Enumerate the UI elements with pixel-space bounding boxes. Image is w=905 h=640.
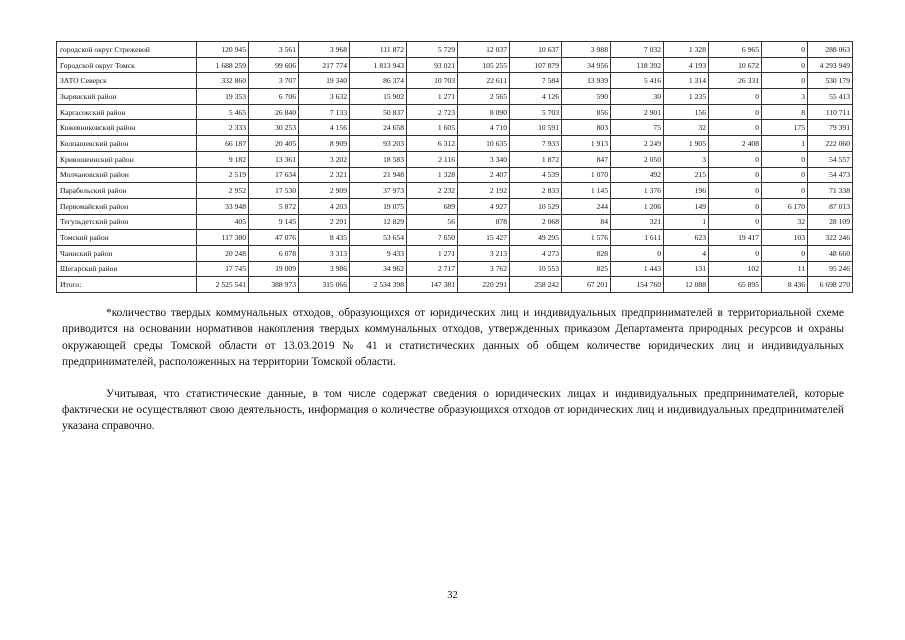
value-cell: 4 193 [664,57,709,73]
district-name-cell: ЗАТО Северск [57,73,197,89]
value-cell: 147 381 [407,277,458,293]
value-cell: 847 [562,151,611,167]
value-cell: 7 933 [510,136,562,152]
value-cell: 120 945 [197,42,249,58]
value-cell: 95 246 [808,261,853,277]
table-row [57,167,853,183]
value-cell: 3 561 [249,42,299,58]
value-cell: 825 [562,261,611,277]
value-cell: 2 525 541 [197,277,249,293]
value-cell: 530 179 [808,73,853,89]
district-name-cell: Кривошеинский район [57,151,197,167]
value-cell: 6 706 [249,89,299,105]
table-row [57,151,853,167]
value-cell: 15 902 [350,89,407,105]
table-row [57,245,853,261]
value-cell: 19 417 [709,230,762,246]
value-cell: 110 711 [808,104,853,120]
value-cell: 222 060 [808,136,853,152]
value-cell: 3 202 [299,151,350,167]
value-cell: 11 [762,261,808,277]
value-cell: 10 529 [510,198,562,214]
value-cell: 878 [458,214,510,230]
value-cell: 18 583 [350,151,407,167]
table-row [57,214,853,230]
value-cell: 105 255 [458,57,510,73]
value-cell: 3 [664,151,709,167]
value-cell: 0 [762,151,808,167]
value-cell: 26 840 [249,104,299,120]
value-cell: 22 611 [458,73,510,89]
value-cell: 19 075 [350,198,407,214]
value-cell: 322 246 [808,230,853,246]
district-name-cell: Колпашевский район [57,136,197,152]
value-cell: 0 [762,245,808,261]
value-cell: 3 762 [458,261,510,277]
value-cell: 56 [407,214,458,230]
value-cell: 28 109 [808,214,853,230]
value-cell: 1 328 [407,167,458,183]
value-cell: 103 [762,230,808,246]
table-row [57,198,853,214]
value-cell: 0 [709,151,762,167]
value-cell: 1 913 [562,136,611,152]
table-row [57,57,853,73]
value-cell: 3 707 [249,73,299,89]
value-cell: 1 611 [611,230,664,246]
value-cell: 1 905 [664,136,709,152]
value-cell: 30 [611,89,664,105]
value-cell: 75 [611,120,664,136]
value-cell: 1 314 [664,73,709,89]
value-cell: 0 [709,214,762,230]
value-cell: 6 078 [249,245,299,261]
value-cell: 2 291 [299,214,350,230]
value-cell: 0 [762,167,808,183]
value-cell: 2 068 [510,214,562,230]
value-cell: 84 [562,214,611,230]
value-cell: 388 973 [249,277,299,293]
value-cell: 107 879 [510,57,562,73]
district-name-cell: Шегарский район [57,261,197,277]
value-cell: 215 [664,167,709,183]
value-cell: 2 050 [611,151,664,167]
value-cell: 32 [762,214,808,230]
value-cell: 4 126 [510,89,562,105]
value-cell: 3 [762,89,808,105]
value-cell: 0 [762,42,808,58]
value-cell: 1 605 [407,120,458,136]
district-name-cell: Чаинский район [57,245,197,261]
notes-section [62,305,844,435]
value-cell: 1 688 259 [197,57,249,73]
value-cell: 321 [611,214,664,230]
table-row [57,261,853,277]
value-cell: 2 565 [458,89,510,105]
footnote-text: *количество твердых коммунальных отходов, образующихся от юридических лиц и индивидуальных предпринимателей в территориальной схеме приводится на основании нормативов накопления твердых коммунальных отходов, утвержденных приказом Департамента природных ресурсов и охраны окружающей среды Томской области от 13.03.2019 № 41 и статистических данных об общем количестве юридических лиц и индивидуальных предпринимателей, расположенных на территории Томской области. [62,307,844,369]
value-cell: 19 009 [249,261,299,277]
value-cell: 2 534 398 [350,277,407,293]
page-number: 32 [447,590,458,601]
value-cell: 30 253 [249,120,299,136]
value-cell: 1 206 [611,198,664,214]
value-cell: 6 312 [407,136,458,152]
value-cell: 55 413 [808,89,853,105]
value-cell: 1 376 [611,183,664,199]
value-cell: 87 013 [808,198,853,214]
value-cell: 0 [762,183,808,199]
value-cell: 217 774 [299,57,350,73]
value-cell: 9 182 [197,151,249,167]
value-cell: 828 [562,245,611,261]
value-cell: 99 606 [249,57,299,73]
value-cell: 17 530 [249,183,299,199]
waste-statistics-table [56,41,853,293]
value-cell: 8 909 [299,136,350,152]
value-cell: 1 [664,214,709,230]
value-cell: 86 374 [350,73,407,89]
value-cell: 2 407 [458,167,510,183]
value-cell: 4 293 949 [808,57,853,73]
value-cell: 2 717 [407,261,458,277]
value-cell: 3 213 [458,245,510,261]
value-cell: 1 [762,136,808,152]
value-cell: 2 519 [197,167,249,183]
value-cell: 5 416 [611,73,664,89]
value-cell: 1 576 [562,230,611,246]
value-cell: 93 021 [407,57,458,73]
value-cell: 102 [709,261,762,277]
value-cell: 0 [762,73,808,89]
value-cell: 12 088 [664,277,709,293]
value-cell: 1 145 [562,183,611,199]
district-name-cell: Молчановский район [57,167,197,183]
value-cell: 34 962 [350,261,407,277]
value-cell: 67 201 [562,277,611,293]
value-cell: 8 [762,104,808,120]
value-cell: 1 271 [407,245,458,261]
value-cell: 4 203 [299,198,350,214]
value-cell: 111 872 [350,42,407,58]
value-cell: 49 295 [510,230,562,246]
reference-paragraph: Учитывая, что статистические данные, в том числе содержат сведения о юридических лицах и индивидуальных предпринимателей, которые фактически не осуществляют свою деятельность, информация о количестве образующихся отходов от юридических лиц и индивидуальных предпринимателей указана справочно. [62,387,844,433]
value-cell: 405 [197,214,249,230]
value-cell: 26 331 [709,73,762,89]
value-cell: 1 443 [611,261,664,277]
value-cell: 244 [562,198,611,214]
district-name-cell: Зырянский район [57,89,197,105]
table-row [57,104,853,120]
value-cell: 332 860 [197,73,249,89]
value-cell: 10 703 [407,73,458,89]
value-cell: 803 [562,120,611,136]
value-cell: 2 408 [709,136,762,152]
district-name-cell: Итого: [57,277,197,293]
district-name-cell: Каргасокский район [57,104,197,120]
value-cell: 13 939 [562,73,611,89]
value-cell: 2 321 [299,167,350,183]
value-cell: 2 952 [197,183,249,199]
value-cell: 5 729 [407,42,458,58]
value-cell: 118 392 [611,57,664,73]
value-cell: 10 672 [709,57,762,73]
value-cell: 2 232 [407,183,458,199]
value-cell: 0 [709,198,762,214]
value-cell: 4 273 [510,245,562,261]
table-row [57,89,853,105]
district-name-cell: Первомайский район [57,198,197,214]
value-cell: 0 [762,57,808,73]
value-cell: 0 [709,120,762,136]
value-cell: 20 405 [249,136,299,152]
district-name-cell: Парабельский район [57,183,197,199]
value-cell: 9 433 [350,245,407,261]
value-cell: 0 [709,104,762,120]
value-cell: 1 070 [562,167,611,183]
value-cell: 2 333 [197,120,249,136]
value-cell: 1 235 [664,89,709,105]
value-cell: 1 328 [664,42,709,58]
value-cell: 5 872 [249,198,299,214]
value-cell: 10 637 [510,42,562,58]
value-cell: 53 654 [350,230,407,246]
table-body [57,42,853,293]
value-cell: 5 703 [510,104,562,120]
value-cell: 13 361 [249,151,299,167]
value-cell: 6 698 270 [808,277,853,293]
table-row [57,277,853,293]
value-cell: 4 156 [299,120,350,136]
value-cell: 1 872 [510,151,562,167]
value-cell: 50 837 [350,104,407,120]
value-cell: 3 986 [299,261,350,277]
table-row [57,120,853,136]
value-cell: 4 [664,245,709,261]
value-cell: 0 [709,167,762,183]
table-row [57,42,853,58]
value-cell: 10 553 [510,261,562,277]
value-cell: 0 [611,245,664,261]
value-cell: 37 973 [350,183,407,199]
value-cell: 7 032 [611,42,664,58]
value-cell: 2 116 [407,151,458,167]
value-cell: 117 380 [197,230,249,246]
value-cell: 93 203 [350,136,407,152]
district-name-cell: Томский район [57,230,197,246]
value-cell: 196 [664,183,709,199]
value-cell: 15 427 [458,230,510,246]
value-cell: 8 090 [458,104,510,120]
value-cell: 8 436 [762,277,808,293]
value-cell: 21 948 [350,167,407,183]
value-cell: 1 271 [407,89,458,105]
value-cell: 856 [562,104,611,120]
value-cell: 19 353 [197,89,249,105]
value-cell: 17 745 [197,261,249,277]
value-cell: 33 948 [197,198,249,214]
value-cell: 3 988 [562,42,611,58]
value-cell: 5 465 [197,104,249,120]
value-cell: 7 584 [510,73,562,89]
value-cell: 24 658 [350,120,407,136]
value-cell: 2 192 [458,183,510,199]
value-cell: 315 066 [299,277,350,293]
value-cell: 6 965 [709,42,762,58]
value-cell: 6 170 [762,198,808,214]
value-cell: 32 [664,120,709,136]
district-name-cell: Городской округ Томск [57,57,197,73]
value-cell: 149 [664,198,709,214]
district-name-cell: городской округ Стрежевой [57,42,197,58]
value-cell: 34 956 [562,57,611,73]
value-cell: 258 242 [510,277,562,293]
value-cell: 4 539 [510,167,562,183]
value-cell: 10 591 [510,120,562,136]
value-cell: 3 632 [299,89,350,105]
value-cell: 154 760 [611,277,664,293]
value-cell: 19 340 [299,73,350,89]
value-cell: 0 [709,89,762,105]
value-cell: 9 145 [249,214,299,230]
value-cell: 8 435 [299,230,350,246]
value-cell: 12 829 [350,214,407,230]
value-cell: 20 248 [197,245,249,261]
value-cell: 3 313 [299,245,350,261]
value-cell: 79 391 [808,120,853,136]
value-cell: 0 [709,245,762,261]
value-cell: 54 473 [808,167,853,183]
value-cell: 10 635 [458,136,510,152]
value-cell: 48 660 [808,245,853,261]
value-cell: 66 187 [197,136,249,152]
value-cell: 47 076 [249,230,299,246]
value-cell: 689 [407,198,458,214]
value-cell: 590 [562,89,611,105]
value-cell: 4 710 [458,120,510,136]
value-cell: 288 063 [808,42,853,58]
value-cell: 2 249 [611,136,664,152]
value-cell: 12 037 [458,42,510,58]
value-cell: 2 909 [299,183,350,199]
value-cell: 3 968 [299,42,350,58]
value-cell: 623 [664,230,709,246]
value-cell: 131 [664,261,709,277]
value-cell: 1 813 943 [350,57,407,73]
value-cell: 2 723 [407,104,458,120]
value-cell: 220 291 [458,277,510,293]
value-cell: 156 [664,104,709,120]
value-cell: 492 [611,167,664,183]
value-cell: 54 557 [808,151,853,167]
district-name-cell: Кожевниковский район [57,120,197,136]
value-cell: 4 927 [458,198,510,214]
value-cell: 7 650 [407,230,458,246]
value-cell: 17 634 [249,167,299,183]
value-cell: 71 338 [808,183,853,199]
value-cell: 7 133 [299,104,350,120]
table-row [57,230,853,246]
table-row [57,73,853,89]
district-name-cell: Тегульдетский район [57,214,197,230]
value-cell: 0 [709,183,762,199]
value-cell: 2 901 [611,104,664,120]
value-cell: 175 [762,120,808,136]
value-cell: 2 833 [510,183,562,199]
table-row [57,136,853,152]
table-row [57,183,853,199]
value-cell: 3 340 [458,151,510,167]
value-cell: 65 895 [709,277,762,293]
